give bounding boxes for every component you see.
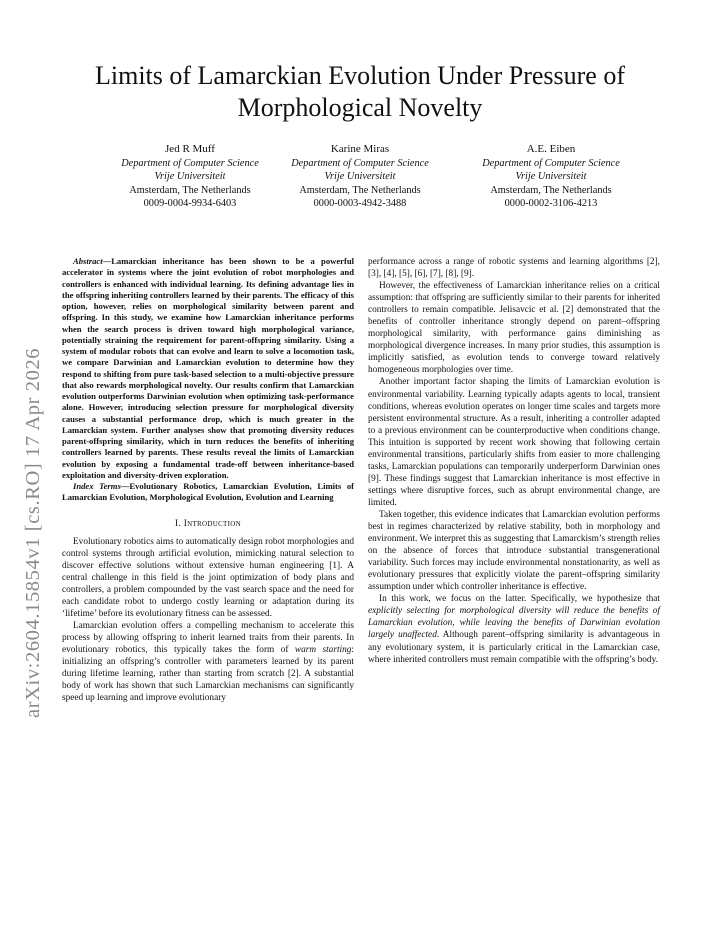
abstract-text: —Lamarckian inheritance has been shown to be a powerful accelerator in systems where the joint evolution of robot morphologies and controllers is enhanced with individual learning. Its defining advantage lies in the offspring inheriting controllers learned by their parents. The efficacy of this option, however, relies on morphological similarity between parent and offspring. In this study, we examine how Lamarckian inheritance performs when the search process is driven toward high morphological variance, potentially straining the requirement for parent-offspring similarity. Using a system of modular robots that can evolve and learn to solve a locomotion task, we compare Darwinian and Lamarckian evolution to determine how they respond to shifting from pure task-based selection to a multi-objective pressure that also rewards morphological novelty. Our results confirm that Lamarckian evolution outperforms Darwinian evolution when optimizing task-performance alone. However, introducing selection pressure for morphological diversity causes a substantial performance drop, which is much greater in the Lamarckian system. Further analyses show that promoting diversity reduces parent-offspring similarity, which in turn reduces the benefits of inheriting controllers learned by parents. These results reveal the limits of Lamarckian evolution by exposing a fundamental trade-off between inheritance-based exploitation and diversity-driven exploration.: [62, 256, 354, 480]
right-column: [368, 256, 660, 666]
author-name: Karine Miras: [330, 143, 390, 155]
paragraph: performance across a range of robotic systems and learning algorithms [2], [3], [4], [5], [6], [7], [8], [9].: [368, 257, 660, 280]
author-university: Vrije Universiteit: [154, 171, 226, 183]
section-number: I.: [175, 518, 182, 529]
paragraph: Another important factor shaping the limits of Lamarckian evolution is environmental variability. Learning typically adapts agents to local, transient conditions, whereas evolution operates on longer time scales and targets more persistent environmental structure. As a result, inheriting a controller adapted to a previous environment can be counterproductive when conditions change. This intuition is supported by recent work showing that following certain environmental transitions, particularly shifts from easier to more challenging tasks, Lamarckian populations can temporarily underperform Darwinian ones [9]. These findings suggest that Lamarckian inheritance is most effective in settings where disruptive forces, such as abrupt environmental change, are limited.: [368, 377, 660, 508]
paragraph: However, the effectiveness of Lamarckian inheritance relies on a critical assumption: that offspring are sufficiently similar to their parents for inherited controllers to remain compatible. Jelisavcic et al. [2] demonstrated that the benefits of controller inheritance strongly depend on parent–offspring morphological similarity, with performance gains diminishing as morphological divergence increases. In many prior studies, this assumption is implicitly satisfied, as evolution tends to converge toward relatively homogeneous morphologies over time.: [368, 281, 660, 376]
author-orcid: 0000-0002-3106-4213: [504, 198, 598, 210]
paragraph: Lamarckian evolution offers a compelling mechanism to accelerate this process by allowing offspring to inherit learned traits from their parents. In evolutionary robotics, this typically takes the form of warm starting: initializing an offspring’s controller with parameters learned by its parent during lifetime learning, rather than starting from scratch [2]. A substantial body of work has shown that such Lamarckian mechanisms can significantly speed up learning and improve evolutionary: [62, 620, 355, 704]
author-university: Vrije Universiteit: [515, 171, 587, 183]
author-orcid: 0000-0003-4942-3488: [313, 198, 407, 210]
index-terms: [62, 481, 354, 504]
author-location: Amsterdam, The Netherlands: [490, 184, 612, 196]
arxiv-identifier: arXiv:2604.15854v1 [cs.RO] 17 Apr 2026: [22, 347, 44, 718]
abstract-label: Abstract: [73, 256, 103, 266]
paragraph: In this work, we focus on the latter. Specifically, we hypothesize that explicitly selecting for morphological diversity will reduce the benefits of Lamarckian evolution, while leaving the benefits of Darwinian evolution largely unaffected. Although parent–offspring similarity is advantageous in any evolutionary system, it is particularly critical in the Lamarckian case, where inherited controllers must remain compatible with the offspring’s body.: [368, 594, 660, 665]
left-column: [62, 256, 354, 704]
author-location: Amsterdam, The Netherlands: [129, 184, 251, 196]
index-terms-text: —Evolutionary Robotics, Lamarckian Evolution, Limits of Lamarckian Evolution, Morphological Evolution, Evolution and Learning: [62, 481, 354, 503]
author-name: A.E. Eiben: [526, 143, 576, 155]
paragraph: Taken together, this evidence indicates that Lamarckian evolution performs best in regimes characterized by relative stability, both in morphology and environment. We interpret this as suggesting that Lamarckism’s strength relies on the absence of forces that introduce substantial transgenerational variability. Such forces may include environmental nonstationarity, as well as evolutionary pressures that explicitly violate the parent–offspring similarity assumption under which controller inheritance is effective.: [368, 509, 660, 593]
author-department: Department of Computer Science: [291, 157, 429, 169]
paragraph: Evolutionary robotics aims to automatically design robot morphologies and control systems through artificial evolution, mimicking natural selection to discover effective solutions without extensive human engineering [1]. A central challenge in this field is the joint optimization of body plans and controllers, a problem compounded by the vast search space and the need for each candidate robot to undergo costly learning or adaptation during its ‘lifetime’ before its evolutionary fitness can be assessed.: [62, 536, 354, 619]
section-title: Introduction: [183, 518, 241, 529]
author-university: Vrije Universiteit: [324, 171, 396, 183]
author-department: Department of Computer Science: [482, 157, 620, 169]
index-terms-label: Index Terms: [73, 481, 121, 491]
author-block-2: [260, 143, 460, 211]
paper-title: Limits of Lamarckian Evolution Under Pressure of Morphological Novelty: [95, 61, 625, 122]
author-department: Department of Computer Science: [121, 157, 259, 169]
emphasis: explicitly selecting for morphological diversity will reduce the benefits of Lamarckian evolution, while leaving the benefits of Darwinian evolution largely unaffected: [368, 606, 660, 641]
author-location: Amsterdam, The Netherlands: [299, 184, 421, 196]
section-heading: [62, 518, 354, 530]
author-name: Jed R Muff: [165, 143, 215, 155]
author-block-3: [451, 143, 651, 211]
author-orcid: 0009-0004-9934-6403: [143, 198, 237, 210]
abstract: [62, 256, 354, 481]
emphasis: warm starting: [294, 644, 352, 655]
